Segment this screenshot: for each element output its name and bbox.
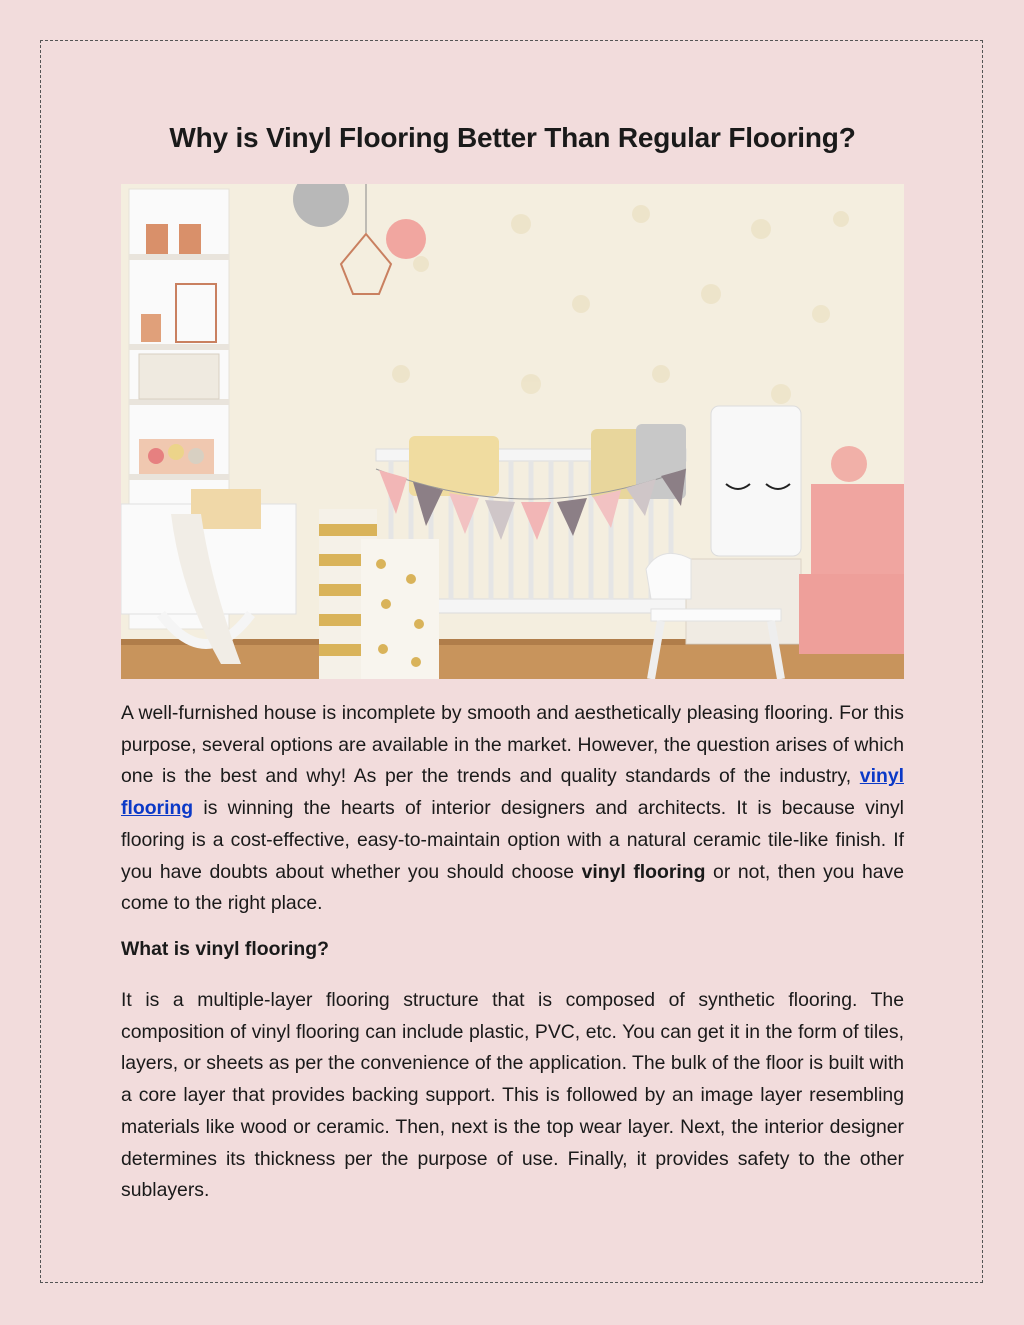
intro-text-1: A well-furnished house is incomplete by smooth and aesthetically pleasing flooring. For this purpose, several options are available in the market. However, the question arises of which one is the best and why! As per the trends and quality standards of the industry,	[121, 702, 904, 788]
intro-text-3: or not, then you have come to the right place.	[121, 860, 904, 915]
vinyl-flooring-link[interactable]: vinyl flooring	[121, 765, 904, 820]
intro-text-2: is winning the hearts of interior designers and architects. It is because vinyl flooring is a cost-effective, easy-to-maintain option with a natural ceramic tile-like finish. If you have doubts about whether you should choose	[121, 797, 904, 883]
section-heading: What is vinyl flooring?	[121, 938, 329, 960]
intro-paragraph	[121, 698, 904, 920]
definition-paragraph: It is a multiple-layer flooring structure that is composed of synthetic flooring. The composition of vinyl flooring can include plastic, PVC, etc. You can get it in the form of tiles, layers, or sheets as per the convenience of the application. The bulk of the floor is built with a core layer that provides backing support. This is followed by an image layer resembling materials like wood or ceramic. Then, next is the top wear layer. Next, the interior designer determines its thickness per the purpose of use. Finally, it provides safety to the other sublayers.	[121, 989, 904, 1202]
intro-bold-text: vinyl flooring	[581, 860, 706, 883]
hero-image	[121, 184, 904, 679]
nursery-illustration	[121, 184, 904, 679]
page-title: Why is Vinyl Flooring Better Than Regular Flooring?	[169, 122, 856, 153]
